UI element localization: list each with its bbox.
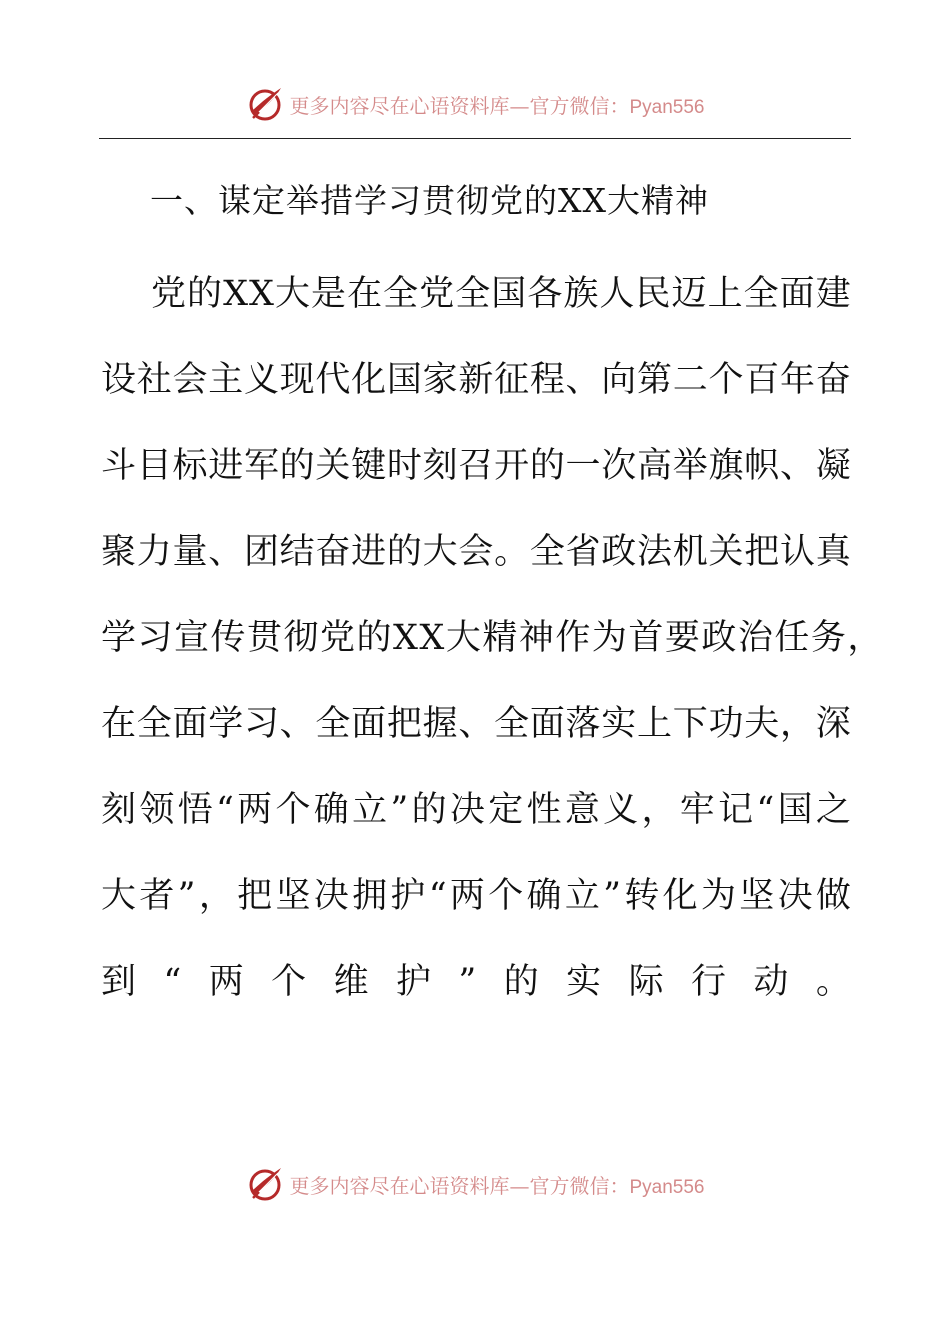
paragraph-line: 学习宣传贯彻党的XX大精神作为首要政治任务， [101,618,884,658]
header-divider [99,138,851,139]
last-line-char: 个 [271,962,307,1002]
header-banner [0,82,950,126]
last-line-char: ” [458,962,477,1002]
header-wechat-id: Pyan556 [629,96,705,118]
paragraph-line: 刻 领 悟 “ 两 个 确 立 ” 的 决 定 性 意 义 ， 牢 记 “ 国 之 [101,790,851,830]
paragraph-line: 聚 力 量 、 团 结 奋 进 的 大 会 。 全 省 政 法 机 关 把 认 真 [101,532,851,572]
footer-wechat-id: Pyan556 [629,1176,705,1198]
last-line-char: 际 [628,962,664,1002]
quill-logo-icon [245,1164,285,1204]
header-banner-text: 更多内容尽在心语资料库—官方微信： [289,93,630,118]
last-line-char: 行 [691,962,727,1002]
last-line-char: 动 [753,962,789,1002]
last-line-char: 维 [333,962,369,1002]
last-line-char: 的 [503,962,539,1002]
last-line-char: 到 [101,962,137,1002]
paragraph-line: 设 社 会 主 义 现 代 化 国 家 新 征 程 、 向 第 二 个 百 年 奋 [101,360,851,400]
last-line-char: 护 [396,962,432,1002]
quill-logo-icon [245,84,285,124]
paragraph-last-line [101,956,851,1042]
body-paragraph [101,268,884,1042]
paragraph-line: 党 的 X X 大 是 在 全 党 全 国 各 族 人 民 迈 上 全 面 建 [151,274,851,314]
paragraph-line: 斗 目 标 进 军 的 关 键 时 刻 召 开 的 一 次 高 举 旗 帜 、 凝 [101,446,851,486]
paragraph-line: 大 者 ” ， 把 坚 决 拥 护 “ 两 个 确 立 ” 转 化 为 坚 决 做 [101,876,851,916]
last-line-char: 两 [208,962,244,1002]
footer-banner-text: 更多内容尽在心语资料库—官方微信： [289,1173,630,1198]
footer-banner [0,1162,950,1206]
last-line-char: 。 [815,962,851,1002]
last-line-char: “ [163,962,182,1002]
section-heading: 一、谋定举措学习贯彻党的XX大精神 [150,181,709,220]
last-line-char: 实 [566,962,602,1002]
paragraph-line: 在 全 面 学 习 、 全 面 把 握 、 全 面 落 实 上 下 功 夫 ， 深 [101,704,851,744]
